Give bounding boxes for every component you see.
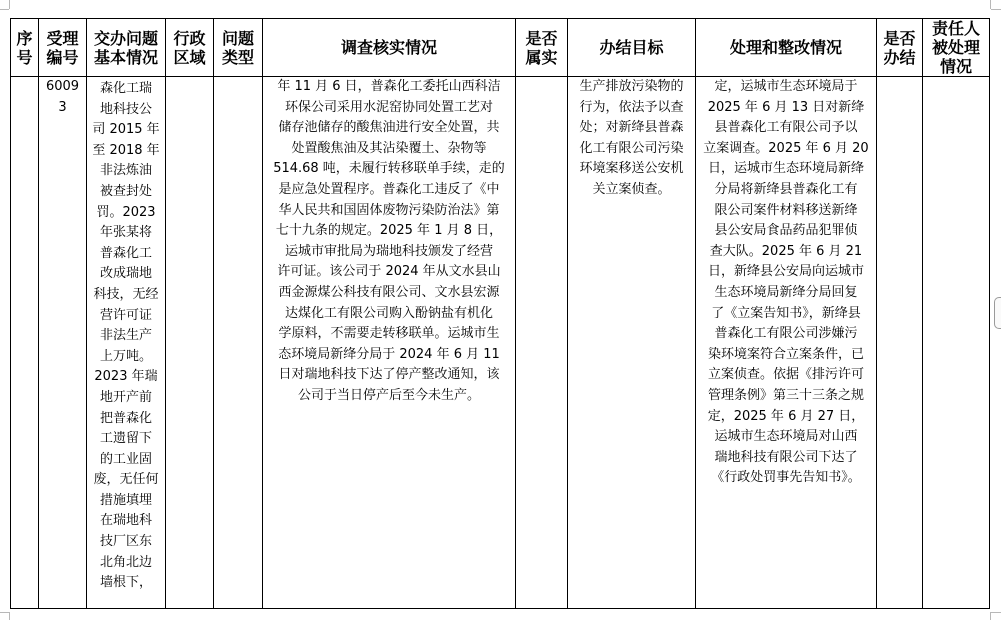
header-index: 序 号	[11, 19, 39, 77]
cell-basic-situation: 森化工瑞 地科技公 司 2015 年 至 2018 年 非法炼油 被查封处 罚。2023 年张某将 普森化工 改成瑞地 科技，无经 营许可证 非法生产 上万吨。 2023 年瑞 地开产前 把普森化 工遗留下 的工业固 废，无任何 措施填埋 在瑞地科 技厂区东 北角北边 墙根下，	[87, 77, 166, 609]
cell-responsible-handling	[923, 77, 990, 609]
cell-problem-type	[214, 77, 263, 609]
crop-mark	[990, 0, 991, 9]
header-problem-type: 问题 类型	[214, 19, 263, 77]
table-row	[11, 77, 990, 609]
header-basic-situation: 交办问题 基本情况	[87, 19, 166, 77]
header-region: 行政 区域	[166, 19, 214, 77]
header-goal: 办结目标	[568, 19, 696, 77]
crop-mark	[990, 612, 991, 620]
header-row	[11, 19, 990, 77]
cell-rectification: 定，运城市生态环境局于 2025 年 6 月 13 日对新绛 县普森化工有限公司予以 立案调查。2025 年 6 月 20 日，运城市生态环境局新绛 分局将新绛县普森化工有 限公司案件材料移送新绛 县公安局食品药品犯罪侦 查大队。2025 年 6 月 21 日，新绛县公安局向运城市 生态环境局新绛分局回复 了《立案告知书》，新绛县 普森化工有限公司涉嫌污 染环境案符合立案条件，已 立案侦查。依据《排污许可 管理条例》第三十三条之规 定，2025 年 6 月 27 日， 运城市生态环境局对山西 瑞地科技有限公司下达了 《行政处罚事先告知书》。	[696, 77, 877, 609]
cell-verified	[516, 77, 568, 609]
cell-index	[11, 77, 39, 609]
cell-completed	[877, 77, 923, 609]
header-verified: 是否 属实	[516, 19, 568, 77]
header-investigation: 调查核实情况	[263, 19, 516, 77]
crop-mark	[0, 612, 9, 613]
header-completed: 是否 办结	[877, 19, 923, 77]
cell-goal: 生产排放污染物的 行为，依法予以查 处；对新绛县普森 化工有限公司污染 环境案移送公安机 关立案侦查。	[568, 77, 696, 609]
side-scroll-handle[interactable]	[994, 297, 1001, 329]
header-acceptance-number: 受理 编号	[39, 19, 87, 77]
crop-mark	[991, 9, 1001, 10]
header-rectification: 处理和整改情况	[696, 19, 877, 77]
cell-region	[166, 77, 214, 609]
crop-mark	[0, 9, 9, 10]
header-responsible-handling: 责任人 被处理 情况	[923, 19, 990, 77]
crop-mark	[9, 0, 10, 9]
issue-table	[10, 18, 990, 609]
crop-mark	[9, 612, 10, 620]
cell-acceptance-number: 6009 3	[39, 77, 87, 609]
cell-investigation: 年 11 月 6 日，普森化工委托山西科洁 环保公司采用水泥窑协同处置工艺对 储存池储存的酸焦油进行安全处置，共 处置酸焦油及其沾染覆土、杂物等 514.68 吨，未履行转移联单手续，走的 是应急处置程序。普森化工违反了《中 华人民共和国固体废物污染防治法》第 七十九条的规定。2025 年 1 月 8 日， 运城市审批局为瑞地科技颁发了经营 许可证。该公司于 2024 年从文水县山 西金源煤公科技有限公司、文水县宏源 达煤化工有限公司购入酚钠盐有机化 学原料，不需要走转移联单。运城市生 态环境局新绛分局于 2024 年 6 月 11 日对瑞地科技下达了停产整改通知，该 公司于当日停产后至今未生产。	[263, 77, 516, 609]
crop-mark	[991, 612, 1001, 613]
